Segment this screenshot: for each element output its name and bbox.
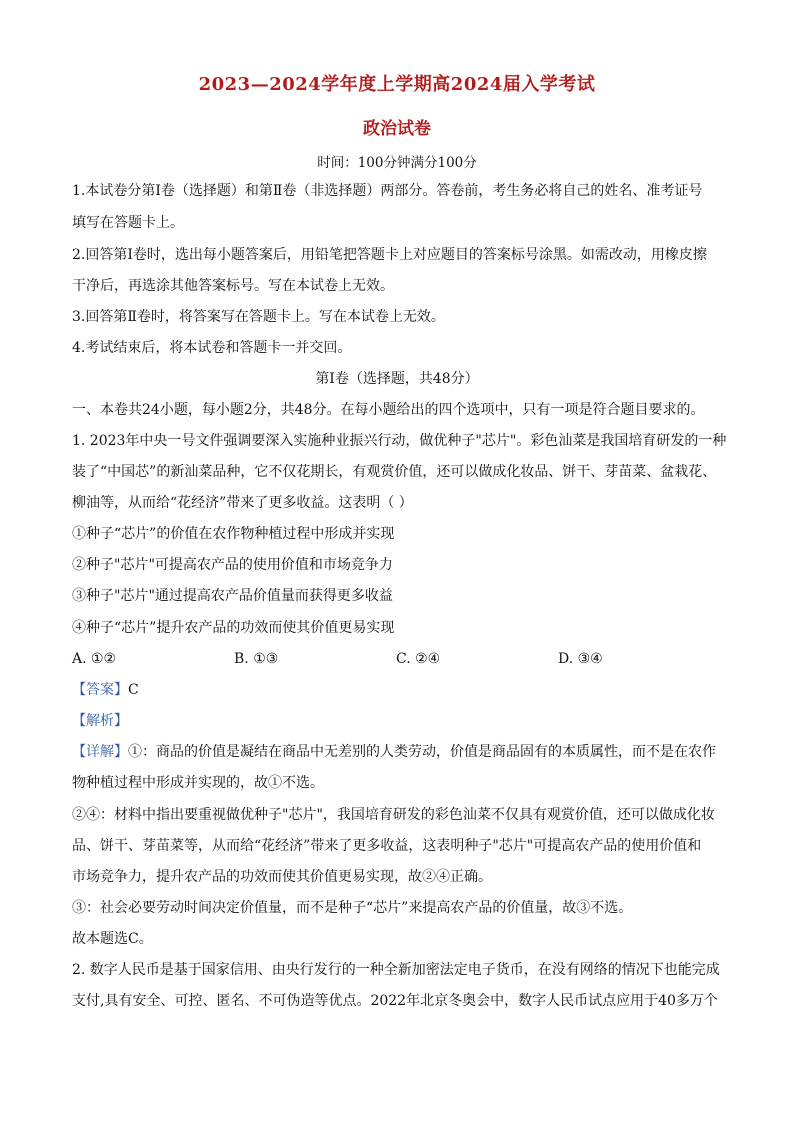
question-1-statement: ①种子“芯片”的价值在农作物种植过程中形成并实现 [72,526,395,542]
option-b: B. ①③ [234,651,279,667]
page-subtitle: 政治试卷 [363,119,431,139]
answer-value: C [128,682,139,698]
question-1-stem: 1. 2023年中央一号文件强调要深入实施种业振兴行动，做优种子"芯片"。彩色汕菜是我国培育研发的一种 [72,433,727,449]
instruction-line: 4.考试结束后，将本试卷和答题卡一并交回。 [72,340,352,356]
question-2-stem: 2. 数字人民币是基于国家信用、由央行发行的一种全新加密法定电子货币，在没有网络的情况下也能完成 [72,962,720,978]
instruction-line: 1.本试卷分第Ⅰ卷（选择题）和第Ⅱ卷（非选择题）两部分。答卷前，考生务必将自己的姓名、准考证号 [72,183,703,199]
question-1-options [72,649,722,669]
question-1-statement: ②种子"芯片"可提高农产品的使用价值和市场竞争力 [72,557,393,573]
question-2-stem: 支付,具有安全、可控、匿名、不可伪造等优点。2022年北京冬奥会中，数字人民币试点应用于40多万个 [72,993,718,1009]
instruction-line: 填写在答题卡上。 [72,215,184,231]
answer-line [72,680,722,700]
explanation-line: 故本题选C。 [72,931,153,947]
option-a: A. ①② [72,651,117,667]
answer-tag: 【答案】 [72,682,128,698]
explanation-text: ①：商品的价值是凝结在商品中无差别的人类劳动，价值是商品固有的本质属性，而不是在农作 [128,744,716,760]
page-title: 2023—2024学年度上学期高2024届入学考试 [198,74,596,95]
section-intro: 一、本卷共24小题，每小题2分，共48分。在每小题给出的四个选项中，只有一项是符合题目要求的。 [72,402,705,418]
detail-tag: 【详解】 [72,744,128,760]
question-1-stem: 装了“中国芯”的新汕菜品种，它不仅花期长，有观赏价值，还可以做成化妆品、饼干、芽苗菜、盆栽花、 [72,464,717,480]
section-heading: 第Ⅰ卷（选择题，共48分） [315,371,479,387]
explanation-line: ②④：材料中指出要重视做优种子"芯片"，我国培育研发的彩色汕菜不仅具有观赏价值，还可以做成化妆 [72,807,715,823]
instruction-line: 干净后，再选涂其他答案标号。写在本试卷上无效。 [72,278,394,294]
question-1-statement: ④种子“芯片”提升农产品的功效而使其价值更易实现 [72,620,395,636]
explanation-line: 品、饼干、芽苗菜等，从而给“花经济”带来了更多收益，这表明种子"芯片"可提高农产品的使用价值和 [72,838,702,854]
instruction-line: 3.回答第Ⅱ卷时，将答案写在答题卡上。写在本试卷上无效。 [72,309,445,325]
question-1-statement: ③种子"芯片"通过提高农产品价值量而获得更多收益 [72,588,393,604]
explanation-line: 物种植过程中形成并实现的，故①不选。 [72,775,324,791]
instruction-line: 2.回答第Ⅰ卷时，选出每小题答案后，用铅笔把答题卡上对应题目的答案标号涂黑。如需改动，用橡皮擦 [72,247,707,263]
question-1-stem: 柳油等，从而给“花经济”带来了更多收益。这表明（ ） [72,495,413,511]
option-c: C. ②④ [396,651,441,667]
time-info: 时间：100分钟满分100分 [317,155,477,171]
explanation-line [72,742,722,762]
option-d: D. ③④ [558,651,603,667]
explanation-line: ③：社会必要劳动时间决定价值量，而不是种子“芯片”来提高农产品的价值量，故③不选。 [72,900,633,916]
analysis-line [72,711,722,731]
analysis-tag: 【解析】 [72,713,128,729]
explanation-line: 市场竞争力，提升农产品的功效而使其价值更易实现，故②④正确。 [72,869,492,885]
